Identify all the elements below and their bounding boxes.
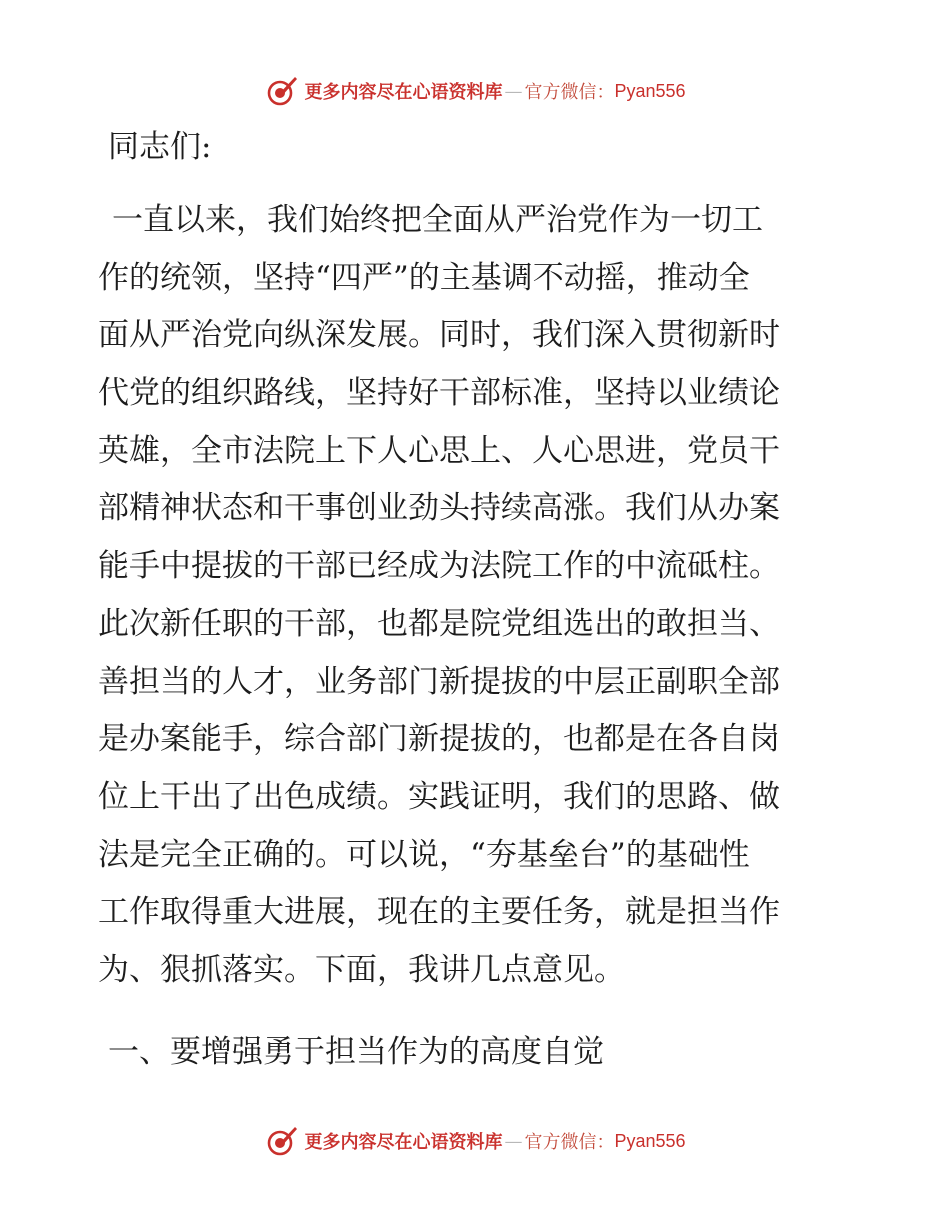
header-banner[interactable] — [0, 71, 950, 111]
body-paragraph — [98, 192, 850, 1000]
quill-pen-logo-icon — [264, 1123, 300, 1159]
banner-wechat-label: 官方微信： — [524, 1132, 615, 1153]
banner-wechat-label: 官方微信： — [524, 82, 615, 103]
banner-main-text: 更多内容尽在心语资料库 — [304, 1132, 503, 1153]
banner-dash: — — [504, 80, 523, 102]
section-heading — [98, 1024, 850, 1082]
salutation-text: 同志们: — [108, 129, 212, 165]
paragraph-line: 面从严治党向纵深发展。同时，我们深入贯彻新时 — [98, 317, 780, 354]
footer-banner[interactable] — [0, 1121, 950, 1161]
salutation — [98, 119, 850, 177]
paragraph-line: 为、狠抓落实。下面，我讲几点意见。 — [98, 951, 625, 988]
paragraph-line: 位上干出了出色成绩。实践证明，我们的思路、做 — [98, 778, 780, 815]
paragraph-line: 善担当的人才，业务部门新提拔的中层正副职全部 — [98, 663, 780, 700]
paragraph-line: 能手中提拔的干部已经成为法院工作的中流砥柱。 — [98, 548, 780, 585]
paragraph-line: 一直以来，我们始终把全面从严治党作为一切工 — [112, 202, 763, 238]
banner-dash: — — [504, 1130, 523, 1152]
paragraph-line: 此次新任职的干部，也都是院党组选出的敢担当、 — [98, 605, 780, 642]
quill-pen-logo-icon — [264, 73, 300, 109]
paragraph-line: 英雄，全市法院上下人心思上、人心思进，党员干 — [98, 432, 780, 469]
paragraph-line: 是办案能手，综合部门新提拔的，也都是在各自岗 — [98, 721, 780, 758]
paragraph-line: 作的统领，坚持“四严”的主基调不动摇，推动全 — [98, 259, 750, 296]
paragraph-line: 工作取得重大进展，现在的主要任务，就是担当作 — [98, 894, 780, 931]
paragraph-line: 代党的组织路线，坚持好干部标准，坚持以业绩论 — [98, 375, 780, 412]
banner-wechat-id: Pyan556 — [614, 80, 686, 101]
paragraph-line: 法是完全正确的。可以说，“夯基垒台”的基础性 — [98, 836, 750, 873]
paragraph-line: 部精神状态和干事创业劲头持续高涨。我们从办案 — [98, 490, 780, 527]
banner-wechat-id: Pyan556 — [614, 1130, 686, 1151]
section-heading-text: 一、要增强勇于担当作为的高度自觉 — [108, 1034, 604, 1070]
banner-main-text: 更多内容尽在心语资料库 — [304, 82, 503, 103]
